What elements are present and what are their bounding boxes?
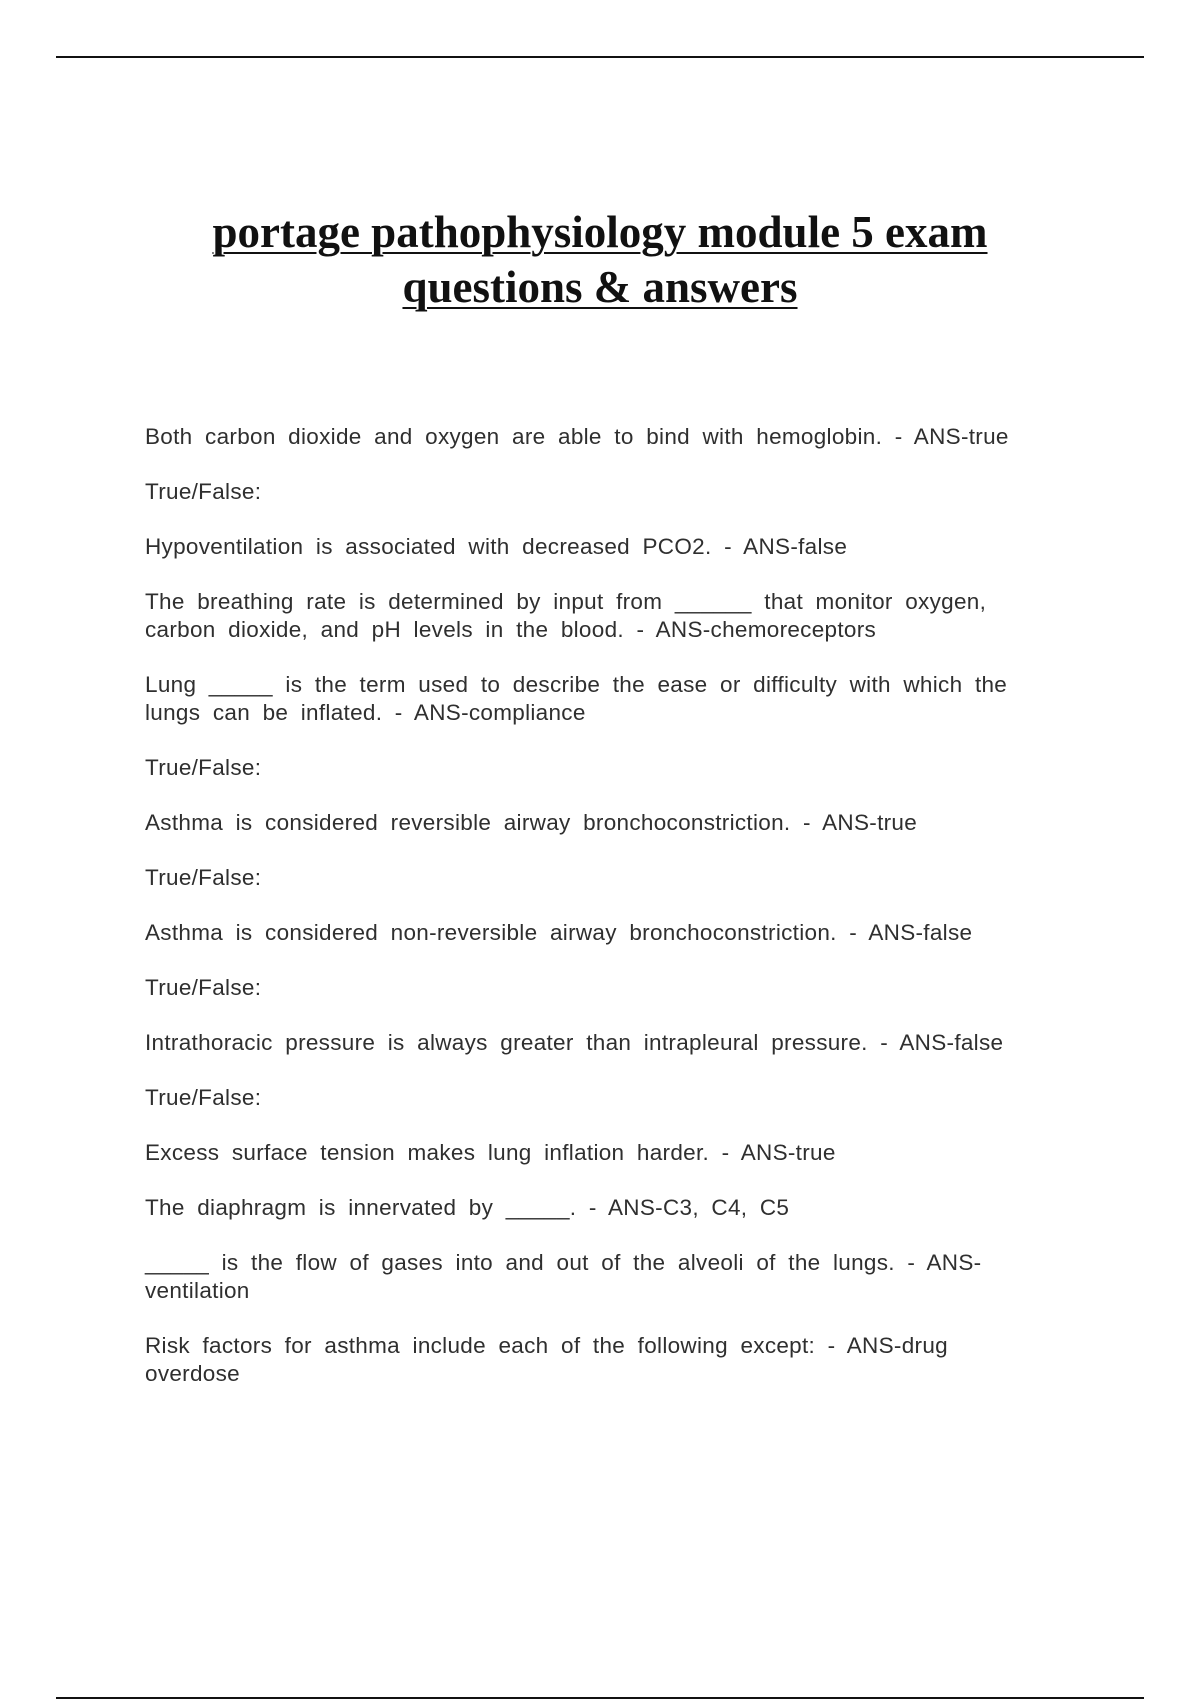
qa-item: Hypoventilation is associated with decreased PCO2. - ANS-false	[145, 534, 848, 559]
qa-item: True/False:	[145, 755, 262, 780]
qa-list	[145, 423, 1055, 1415]
qa-item: Both carbon dioxide and oxygen are able to bind with hemoglobin. - ANS-true	[145, 424, 1009, 449]
qa-item: The breathing rate is determined by input from ______ that monitor oxygen, carbon dioxide, and pH levels in the blood. - ANS-chemoreceptors	[145, 589, 987, 642]
qa-item: Intrathoracic pressure is always greater than intrapleural pressure. - ANS-false	[145, 1030, 1004, 1055]
qa-item: True/False:	[145, 1085, 262, 1110]
footer-rule	[56, 1697, 1144, 1699]
qa-item: True/False:	[145, 479, 262, 504]
qa-item: _____ is the flow of gases into and out of the alveoli of the lungs. - ANS-ventilation	[145, 1250, 982, 1303]
qa-item: The diaphragm is innervated by _____. - ANS-C3, C4, C5	[145, 1195, 790, 1220]
qa-item: Lung _____ is the term used to describe the ease or difficulty with which the lungs can be inflated. - ANS-compliance	[145, 672, 1008, 725]
header-rule	[56, 56, 1144, 58]
qa-item: True/False:	[145, 865, 262, 890]
qa-item: Asthma is considered non-reversible airway bronchoconstriction. - ANS-false	[145, 920, 973, 945]
qa-item: Asthma is considered reversible airway bronchoconstriction. - ANS-true	[145, 810, 918, 835]
qa-item: True/False:	[145, 975, 262, 1000]
page-title	[120, 205, 1080, 315]
qa-item: Excess surface tension makes lung inflation harder. - ANS-true	[145, 1140, 836, 1165]
page-title-text: portage pathophysiology module 5 exam questions & answers	[212, 207, 988, 312]
qa-item: Risk factors for asthma include each of the following except: - ANS-drug overdose	[145, 1333, 948, 1386]
